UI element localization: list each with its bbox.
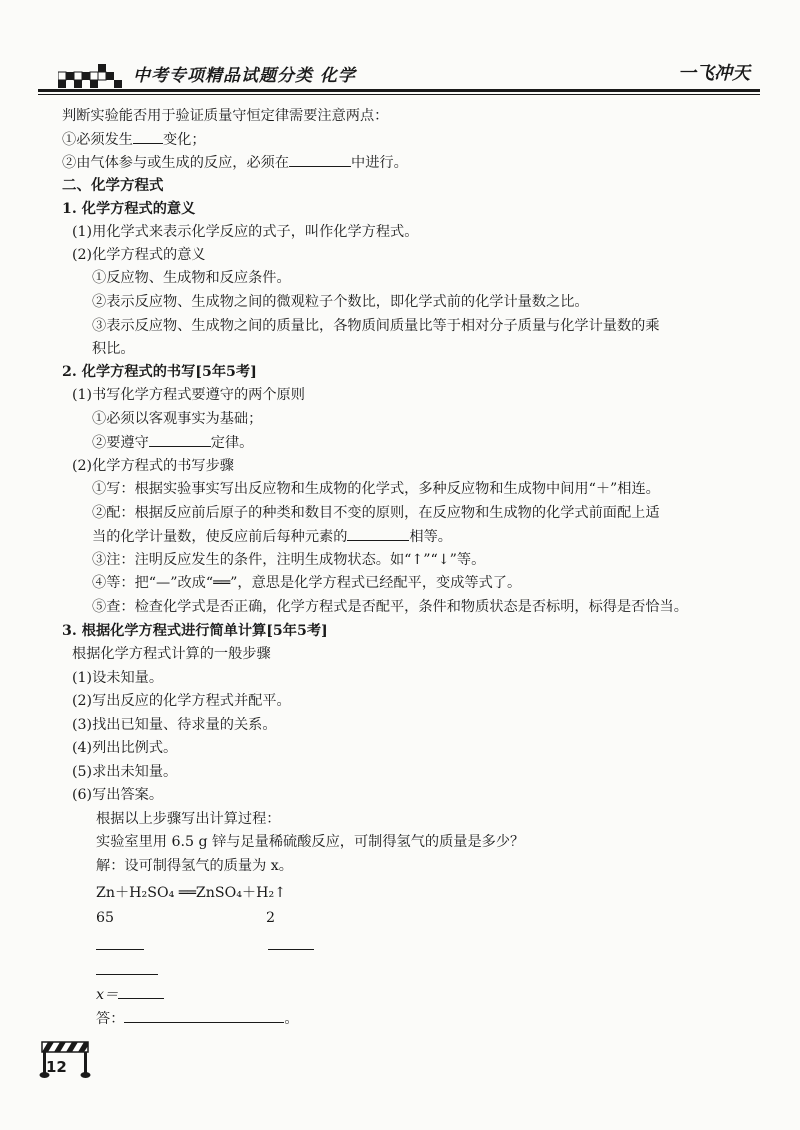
fill-blank[interactable]: [96, 949, 144, 950]
fill-blank[interactable]: [268, 949, 314, 950]
text-line: 根据以上步骤写出计算过程：: [96, 811, 281, 827]
text-line: 根据化学方程式计算的一般步骤: [72, 646, 271, 662]
subsection-heading: 1. 化学方程式的意义: [62, 201, 196, 217]
fill-blank[interactable]: [347, 526, 409, 541]
text-line: ③表示反应物、生成物之间的质量比，各物质间质量比等于相对分子质量与化学计量数的乘: [92, 318, 660, 334]
fill-blank[interactable]: [96, 974, 158, 975]
text-line: ①必须以客观事实为基础；: [92, 411, 263, 427]
fill-blank[interactable]: [133, 129, 163, 144]
text-line: (1)设未知量。: [72, 670, 164, 686]
text-line: ②表示反应物、生成物之间的微观粒子个数比，即化学式前的化学计量数之比。: [92, 294, 589, 310]
subsection-heading: 3. 根据化学方程式进行简单计算[5年5考]: [62, 623, 328, 639]
text-line: (2)化学方程式的意义: [72, 247, 206, 263]
text-line: 当的化学计量数，使反应前后每种元素的 相等。: [92, 526, 452, 547]
text-line: 积比。: [92, 341, 135, 357]
text-line: (5)求出未知量。: [72, 764, 178, 780]
text-line: ②要遵守 定律。: [92, 432, 253, 453]
text-line: 解：设可制得氢气的质量为 x。: [96, 858, 293, 874]
text-line: (6)写出答案。: [72, 787, 164, 803]
brand-logo: 一飞冲天: [678, 63, 750, 84]
text-line: ①必须发生 变化；: [62, 129, 206, 150]
subsection-heading: 2. 化学方程式的书写[5年5考]: [62, 364, 257, 380]
text-line: (2)化学方程式的书写步骤: [72, 458, 234, 474]
text-line: ①写：根据实验事实写出反应物和生成物的化学式，多种反应物和生成物中间用“＋”相连。: [92, 481, 660, 497]
text-line: 答： 。: [96, 1008, 299, 1029]
text-line: ①反应物、生成物和反应条件。: [92, 270, 291, 286]
header-title: 中考专项精品试题分类 化学: [133, 66, 356, 86]
text-line: ②由气体参与或生成的反应，必须在 中进行。: [62, 152, 408, 173]
text-line: 判断实验能否用于验证质量守恒定律需要注意两点：: [62, 108, 389, 124]
fill-blank[interactable]: [118, 984, 164, 999]
text-line: x＝: [96, 984, 164, 1005]
fill-blank[interactable]: [149, 432, 211, 447]
text-line: ②配：根据反应前后原子的种类和数目不变的原则，在反应物和生成物的化学式前面配上适: [92, 505, 660, 521]
equation-coefficient: 65: [96, 910, 115, 926]
fill-blank[interactable]: [124, 1008, 284, 1023]
text-line: ⑤查：检查化学式是否正确，化学方程式是否配平，条件和物质状态是否标明，标得是否恰当。: [92, 599, 688, 615]
section-heading: 二、化学方程式: [62, 178, 164, 194]
text-line: (3)找出已知量、待求量的关系。: [72, 717, 277, 733]
text-line: ③注：注明反应发生的条件，注明生成物状态。如“↑”“↓”等。: [92, 552, 486, 568]
fill-blank[interactable]: [289, 152, 351, 167]
text-line: (1)书写化学方程式要遵守的两个原则: [72, 387, 305, 403]
text-line: ④等：把“—”改成“══”，意思是化学方程式已经配平，变成等式了。: [92, 575, 522, 591]
chemical-equation: Zn＋H₂SO₄ ══ZnSO₄＋H₂↑: [96, 885, 287, 901]
page-number: 12: [46, 1058, 67, 1076]
equation-coefficient: 2: [266, 910, 276, 926]
text-line: (2)写出反应的化学方程式并配平。: [72, 693, 291, 709]
page-number-badge: [38, 1040, 94, 1080]
text-line: 实验室里用 6.5 g 锌与足量稀硫酸反应，可制得氢气的质量是多少？: [96, 834, 525, 850]
text-line: (4)列出比例式。: [72, 740, 178, 756]
text-line: (1)用化学式来表示化学反应的式子，叫作化学方程式。: [72, 224, 419, 240]
